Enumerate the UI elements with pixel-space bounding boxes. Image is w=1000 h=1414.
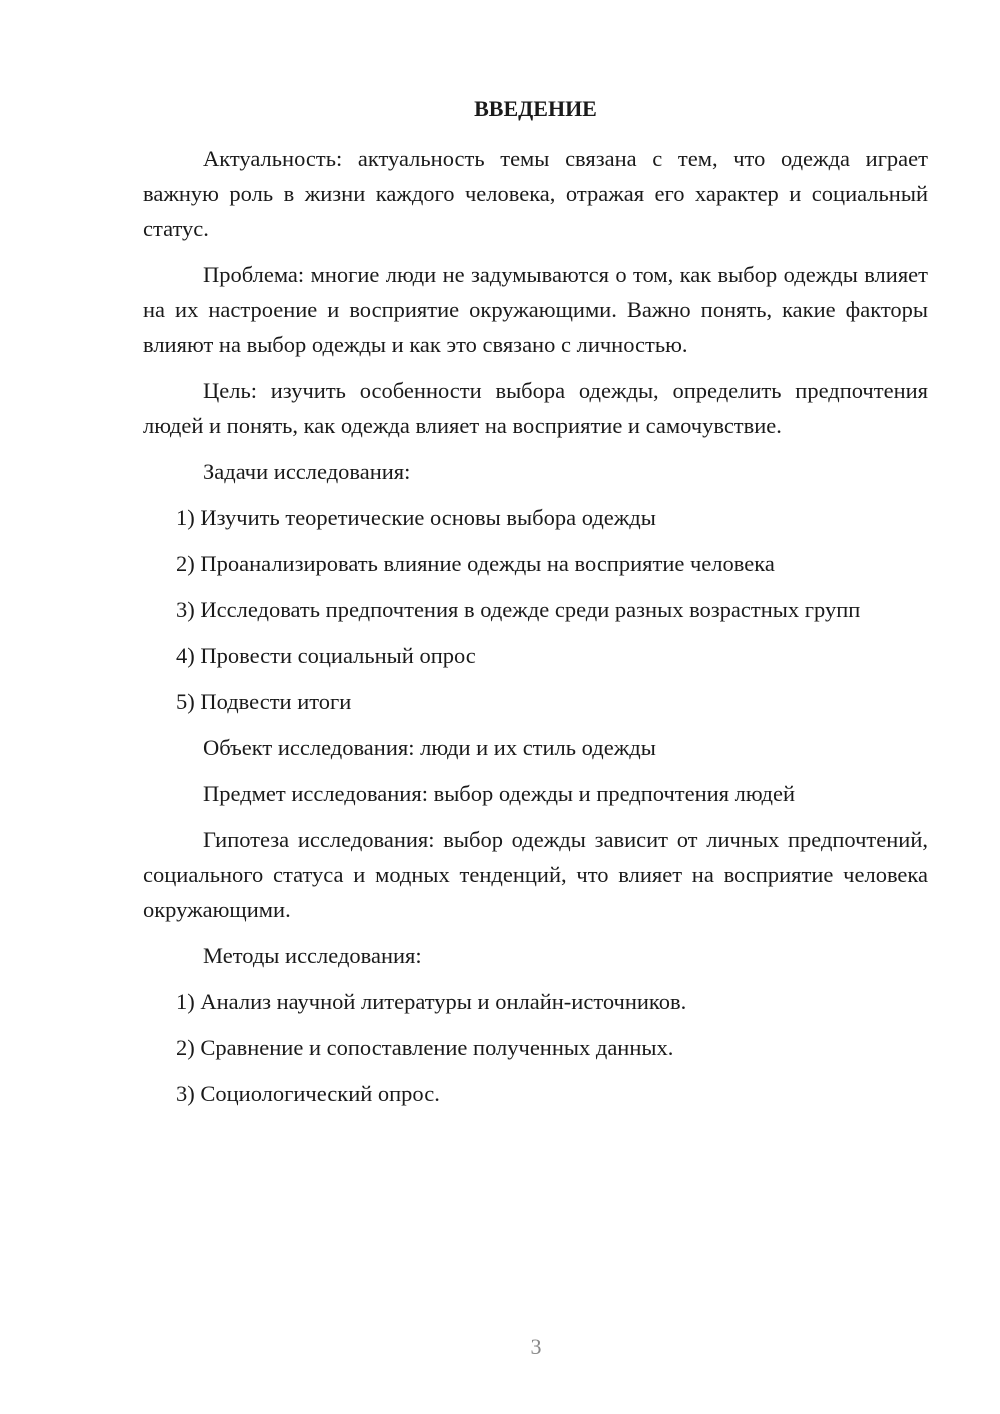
problem-paragraph: Проблема: многие люди не задумываются о том, как выбор одежды влияет на их настроение и восприятие окружающими. Важно понять, какие факторы влияют на выбор одежды и как это связано с личностью. (143, 262, 928, 357)
tasks-label: Задачи исследования: (203, 459, 411, 484)
document-page (143, 94, 928, 1122)
subject-line: Предмет исследования: выбор одежды и предпочтения людей (203, 781, 796, 806)
page-number: 3 (530, 1334, 542, 1359)
task-item: 3) Исследовать предпочтения в одежде среди разных возрастных групп (176, 597, 861, 622)
method-item: 1) Анализ научной литературы и онлайн-источников. (176, 989, 687, 1014)
task-item: 1) Изучить теоретические основы выбора одежды (176, 505, 656, 530)
goal-paragraph: Цель: изучить особенности выбора одежды, определить предпочтения людей и понять, как одежда влияет на восприятие и самочувствие. (143, 378, 928, 438)
method-item: 3) Социологический опрос. (176, 1081, 440, 1106)
section-title: ВВЕДЕНИЕ (474, 96, 597, 121)
methods-label: Методы исследования: (203, 943, 422, 968)
relevance-paragraph: Актуальность: актуальность темы связана с тем, что одежда играет важную роль в жизни каждого человека, отражая его характер и социальный статус. (143, 146, 928, 241)
task-item: 4) Провести социальный опрос (176, 643, 476, 668)
object-line: Объект исследования: люди и их стиль одежды (203, 735, 656, 760)
method-item: 2) Сравнение и сопоставление полученных данных. (176, 1035, 674, 1060)
task-item: 2) Проанализировать влияние одежды на восприятие человека (176, 551, 775, 576)
hypothesis-paragraph: Гипотеза исследования: выбор одежды зависит от личных предпочтений, социального статуса и модных тенденций, что влияет на восприятие человека окружающими. (143, 827, 928, 922)
task-item: 5) Подвести итоги (176, 689, 352, 714)
